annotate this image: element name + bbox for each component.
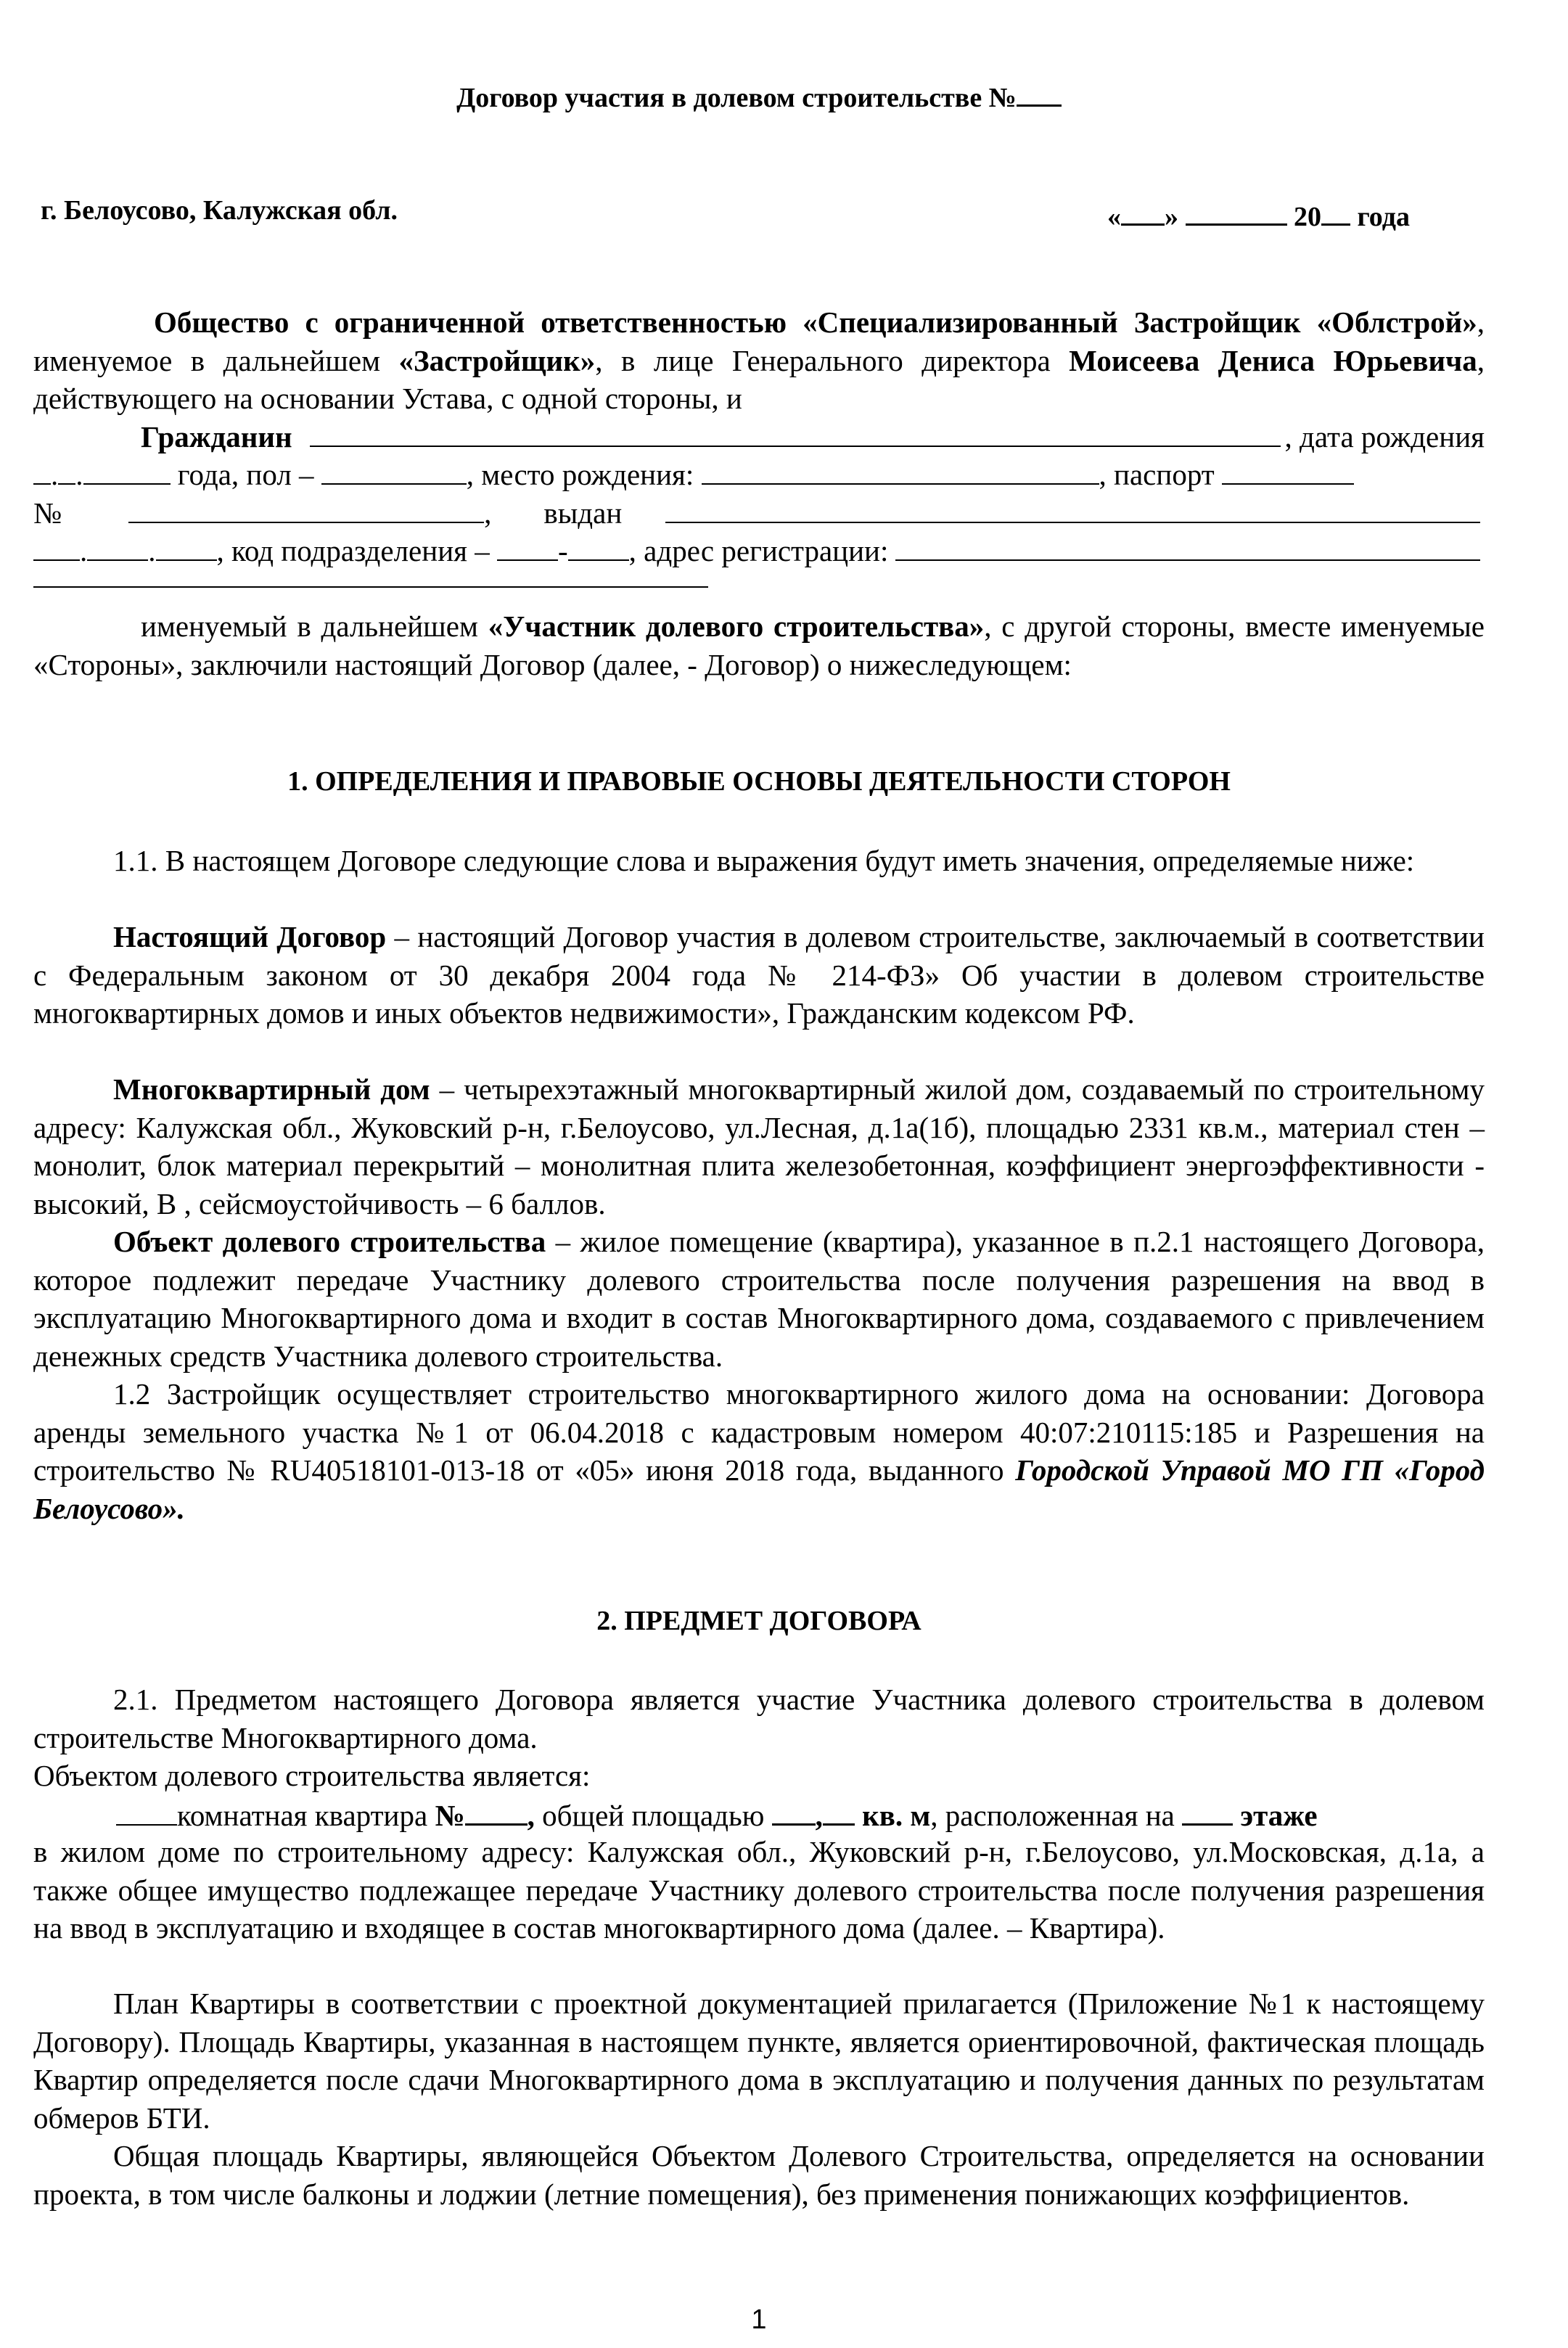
gender-blank	[321, 456, 467, 485]
clause-2-1: 2.1. Предметом настоящего Договора является участие Участника долевого строительства в долевом строительстве Многоквартирного дома.	[33, 1683, 1485, 1754]
total-area-paragraph: Общая площадь Квартиры, являющейся Объектом Долевого Строительства, определяется на основании проекта, в том числе балконы и лоджии (летние помещения), без применения понижающих коэффициентов.	[33, 2139, 1485, 2211]
citizen-details-line: . . года, пол – , место рождения: , паспорт	[33, 456, 1485, 494]
apartment-description: в жилом доме по строительному адресу: Калужская обл., Жуковский р-н, г.Белоусово, ул.Московская, д.1а, а также общее имущество подлежащее передаче Участнику долевого строительства после получения разрешения на ввод в эксплуатацию и входящее в состав многоквартирного дома (далее. – Квартира).	[33, 1835, 1485, 1945]
city-line: г. Белоусово, Калужская обл.	[41, 195, 398, 226]
day-blank	[1121, 194, 1165, 226]
citizen-name-line: Гражданин , дата рождения	[33, 418, 1485, 456]
rooms-blank	[116, 1797, 177, 1826]
definition-contract: Настоящий Договор – настоящий Договор участия в долевом строительстве, заключаемый в соответствии с Федеральным законом от 30 декабря 2004 года № 214-ФЗ» Об участии в долевом строительстве многоквартирных домов и иных объектов недвижимости», Гражданским кодексом РФ.	[33, 920, 1485, 1030]
reg-address-blank	[895, 532, 1480, 561]
floor-blank	[1182, 1794, 1233, 1826]
citizen-name-blank	[310, 418, 1281, 447]
year-blank	[1321, 194, 1350, 226]
registration-line: . . , код подразделения – - , адрес регистрации:	[33, 532, 1485, 570]
issued-by-blank	[665, 494, 1480, 523]
date-line: « » 20 года	[1107, 194, 1410, 233]
definition-building: Многоквартирный дом – четырехэтажный многоквартирный жилой дом, создаваемый по строительному адресу: Калужская обл., Жуковский р-н, г.Белоусово, ул.Лесная, д.1а(1б), площадью 2331 кв.м., материал стен – монолит, блок материал перекрытий – монолитная плита железобетонная, коэффициент энергоэффективности - высокий, В , сейсмоустойчивость – 6 баллов.	[33, 1072, 1485, 1220]
clause-1-1: 1.1. В настоящем Договоре следующие слова и выражения будут иметь значения, определяемые ниже:	[113, 844, 1415, 877]
intro-paragraph: Общество с ограниченной ответственностью «Специализированный Застройщик «Облстрой», именуемое в дальнейшем «Застройщик», в лице Генерального директора Моисеева Дениса Юрьевича, действующего на основании Устава, с одной стороны, и	[33, 305, 1485, 415]
definition-object: Объект долевого строительства – жилое помещение (квартира), указанное в п.2.1 настоящего Договора, которое подлежит передаче Участнику долевого строительства после получения разрешения на ввод в эксплуатацию Многоквартирного дома и входит в состав Многоквартирного дома, создаваемого с привлечением денежных средств Участника долевого строительства.	[33, 1225, 1485, 1373]
page-number: 1	[751, 2304, 767, 2335]
parties-paragraph: именуемый в дальнейшем «Участник долевого строительства», с другой стороны, вместе именуемые «Стороны», заключили настоящий Договор (далее, - Договор) о нижеследующем:	[33, 609, 1485, 681]
reg-address-blank-2	[33, 586, 708, 588]
object-intro: Объектом долевого строительства является:	[33, 1759, 591, 1792]
apartment-line: комнатная квартира № , общей площадью , кв. м, расположенная на этаже	[33, 1794, 1485, 1835]
clause-1-2: 1.2 Застройщик осуществляет строительство многоквартирного жилого дома на основании: Договора аренды земельного участка №1 от 06.04.2018 с кадастровым номером 40:07:210115:185 и Разрешения на строительство № RU40518101-013-18 от «05» июня 2018 года, выданного Городской Управой МО ГП «Город Белоусово».	[33, 1377, 1485, 1525]
passport-number-blank	[128, 494, 484, 523]
apartment-number-blank	[465, 1794, 528, 1826]
area-blank	[823, 1794, 855, 1826]
birthplace-blank	[702, 456, 1099, 485]
contract-number-blank	[1017, 75, 1062, 107]
section-2-heading: 2. ПРЕДМЕТ ДОГОВОРА	[596, 1606, 921, 1636]
section-1-heading: 1. ОПРЕДЕЛЕНИЯ И ПРАВОВЫЕ ОСНОВЫ ДЕЯТЕЛЬНОСТИ СТОРОН	[287, 766, 1231, 797]
month-blank	[1186, 194, 1287, 226]
plan-paragraph: План Квартиры в соответствии с проектной документацией прилагается (Приложение №1 к настоящему Договору). Площадь Квартиры, указанная в настоящем пункте, является ориентировочной, фактическая площадь Квартир определяется после сдачи Многоквартирного дома в эксплуатацию и получения данных по результатам обмеров БТИ.	[33, 1987, 1485, 2135]
passport-blank	[1222, 456, 1354, 485]
passport-number-line: № , выдан	[33, 494, 1485, 533]
document-title: Договор участия в долевом строительстве №	[33, 75, 1485, 114]
